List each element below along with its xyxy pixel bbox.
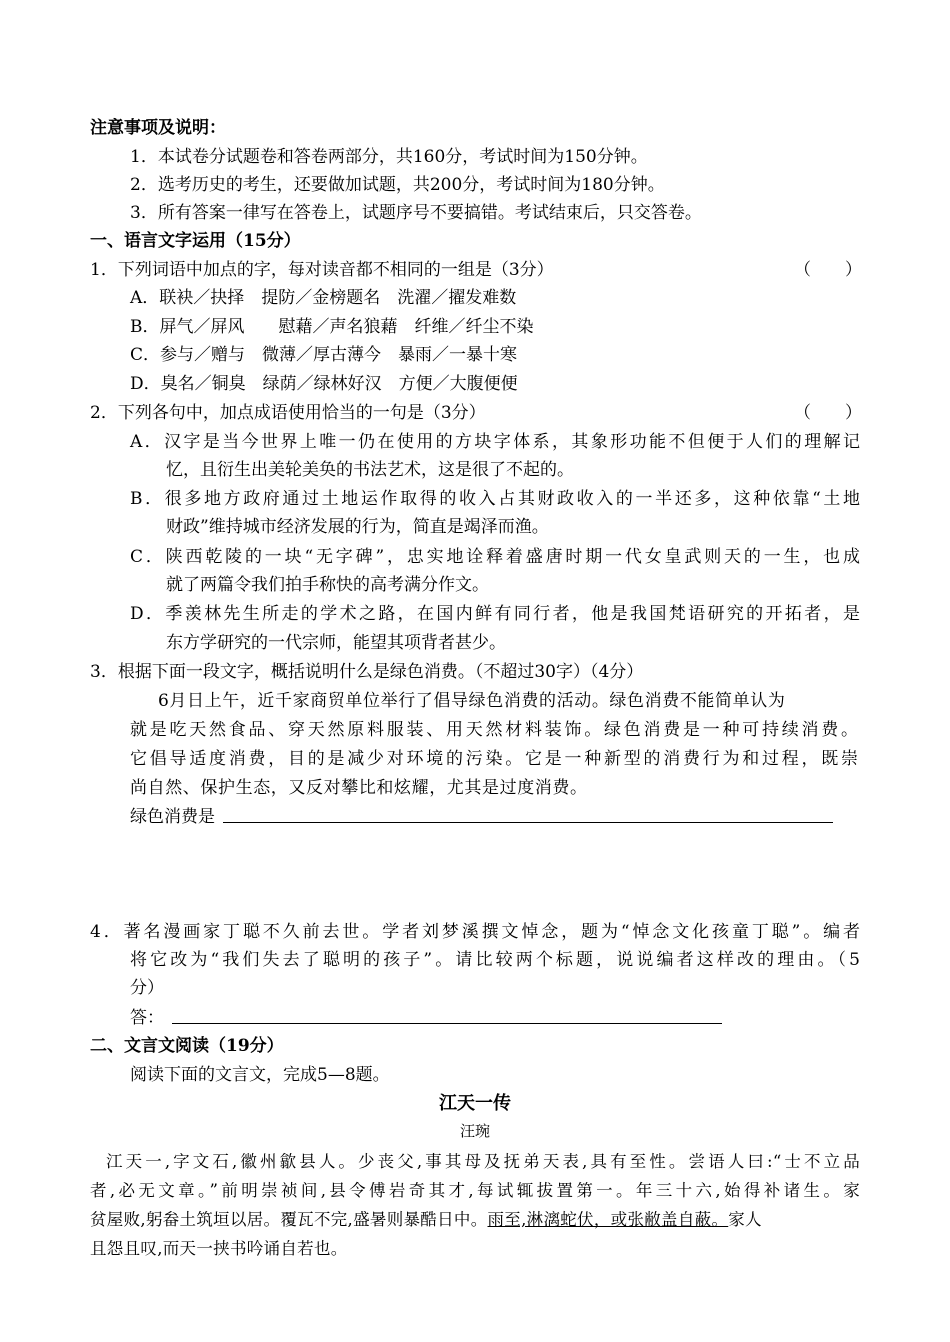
q4-answer-line[interactable] [172,1023,722,1024]
q1-answer-paren: （ ） [794,260,862,280]
passage-author: 汪琬 [459,1122,490,1140]
q4-line2: 将它改为“我们失去了聪明的孩子”。请比较两个标题，说说编者这样改的理由。（5 [130,950,860,970]
q1-option-c: C．参与／赠与 微薄／厚古薄今 暴雨／一暴十寒 [130,345,518,365]
q3-answer-line[interactable] [223,822,833,823]
q1-option-a: A．联袂／抉择 提防／金榜题名 洗濯／擢发难数 [130,288,517,308]
q2-option-b-line2: 财政”维持城市经济发展的行为，简直是竭泽而渔。 [166,517,549,537]
q2-option-d-line1: D．季羡林先生所走的学术之路，在国内鲜有同行者，他是我国梵语研究的开拓者，是 [130,604,860,624]
q4-line1: 4．著名漫画家丁聪不久前去世。学者刘梦溪撰文悼念，题为“悼念文化孩童丁聪”。编者 [90,922,860,942]
q2-option-a-line2: 忆，且衍生出美轮美奂的书法艺术，这是很了不起的。 [166,460,574,480]
q4-answer-label: 答： [130,1008,164,1028]
q1-stem: 1．下列词语中加点的字，每对读音都不相同的一组是（3分） [90,260,554,280]
passage-line3-tail: 家人 [728,1210,762,1229]
notice-item-1: 1．本试卷分试题卷和答卷两部分，共160分，考试时间为150分钟。 [130,147,648,167]
q3-stem: 3．根据下面一段文字，概括说明什么是绿色消费。（不超过30字）（4分） [90,662,644,682]
q2-option-d-line2: 东方学研究的一代宗师，能望其项背者甚少。 [166,633,506,653]
notice-item-2: 2．选考历史的考生，还要做加试题，共200分，考试时间为180分钟。 [130,175,665,195]
passage-line3-text: 贫屋败,躬畚土筑垣以居。覆瓦不完,盛暑则暴酷日中。 [90,1210,488,1229]
q2-option-c-line1: C．陕西乾陵的一块“无字碑”，忠实地诠释着盛唐时期一代女皇武则天的一生，也成 [130,547,860,567]
q1-option-d: D．臭名／铜臭 绿荫／绿林好汉 方便／大腹便便 [130,374,518,394]
q1-option-b: B．屏气／屏风 慰藉／声名狼藉 纤维／纤尘不染 [130,317,534,337]
passage-line1: 江天一,字文石,徽州歙县人。少丧父,事其母及抚弟天表,具有至性。尝语人曰:“士不立品 [106,1152,860,1171]
section2-heading: 二、文言文阅读（19分） [90,1036,284,1056]
passage-title: 江天一传 [439,1093,511,1114]
passage-line4: 且怨且叹,而天一挟书吟诵自若也。 [90,1239,348,1258]
section1-heading: 一、语言文字运用（15分） [90,231,301,251]
notice-heading: 注意事项及说明： [90,118,226,138]
q3-passage-line1: 6月日上午，近千家商贸单位举行了倡导绿色消费的活动。绿色消费不能简单认为 [158,691,786,711]
section2-instruction: 阅读下面的文言文，完成5—8题。 [130,1065,390,1085]
q2-option-a-line1: A．汉字是当今世界上唯一仍在使用的方块字体系，其象形功能不但便于人们的理解记 [130,432,860,452]
q2-stem: 2．下列各句中，加点成语使用恰当的一句是（3分） [90,403,486,423]
passage-underlined-sentence: 雨至,淋漓蛇伏，或张敝盖自蔽。 [487,1210,729,1229]
notice-item-3: 3．所有答案一律写在答卷上，试题序号不要搞错。考试结束后，只交答卷。 [130,203,702,223]
q3-answer-label: 绿色消费是 [130,807,215,827]
q2-answer-paren: （ ） [794,403,862,423]
q3-passage-line3: 它倡导适度消费，目的是减少对环境的污染。它是一种新型的消费行为和过程，既崇 [130,749,858,769]
q2-option-c-line2: 就了两篇令我们拍手称快的高考满分作文。 [166,575,489,595]
q2-option-b-line1: B．很多地方政府通过土地运作取得的收入占其财政收入的一半还多，这种依靠“土地 [130,489,860,509]
q3-passage-line2: 就是吃天然食品、穿天然原料服装、用天然材料装饰。绿色消费是一种可持续消费。 [130,720,858,740]
passage-line3 [90,1208,762,1232]
q4-line3: 分） [130,978,164,998]
q3-passage-line4: 尚自然、保护生态，又反对攀比和炫耀，尤其是过度消费。 [130,778,588,798]
passage-line2: 者,必无文章。”前明崇祯间,县令傅岩奇其才,每试辄拔置第一。年三十六,始得补诸生。家 [90,1181,860,1200]
